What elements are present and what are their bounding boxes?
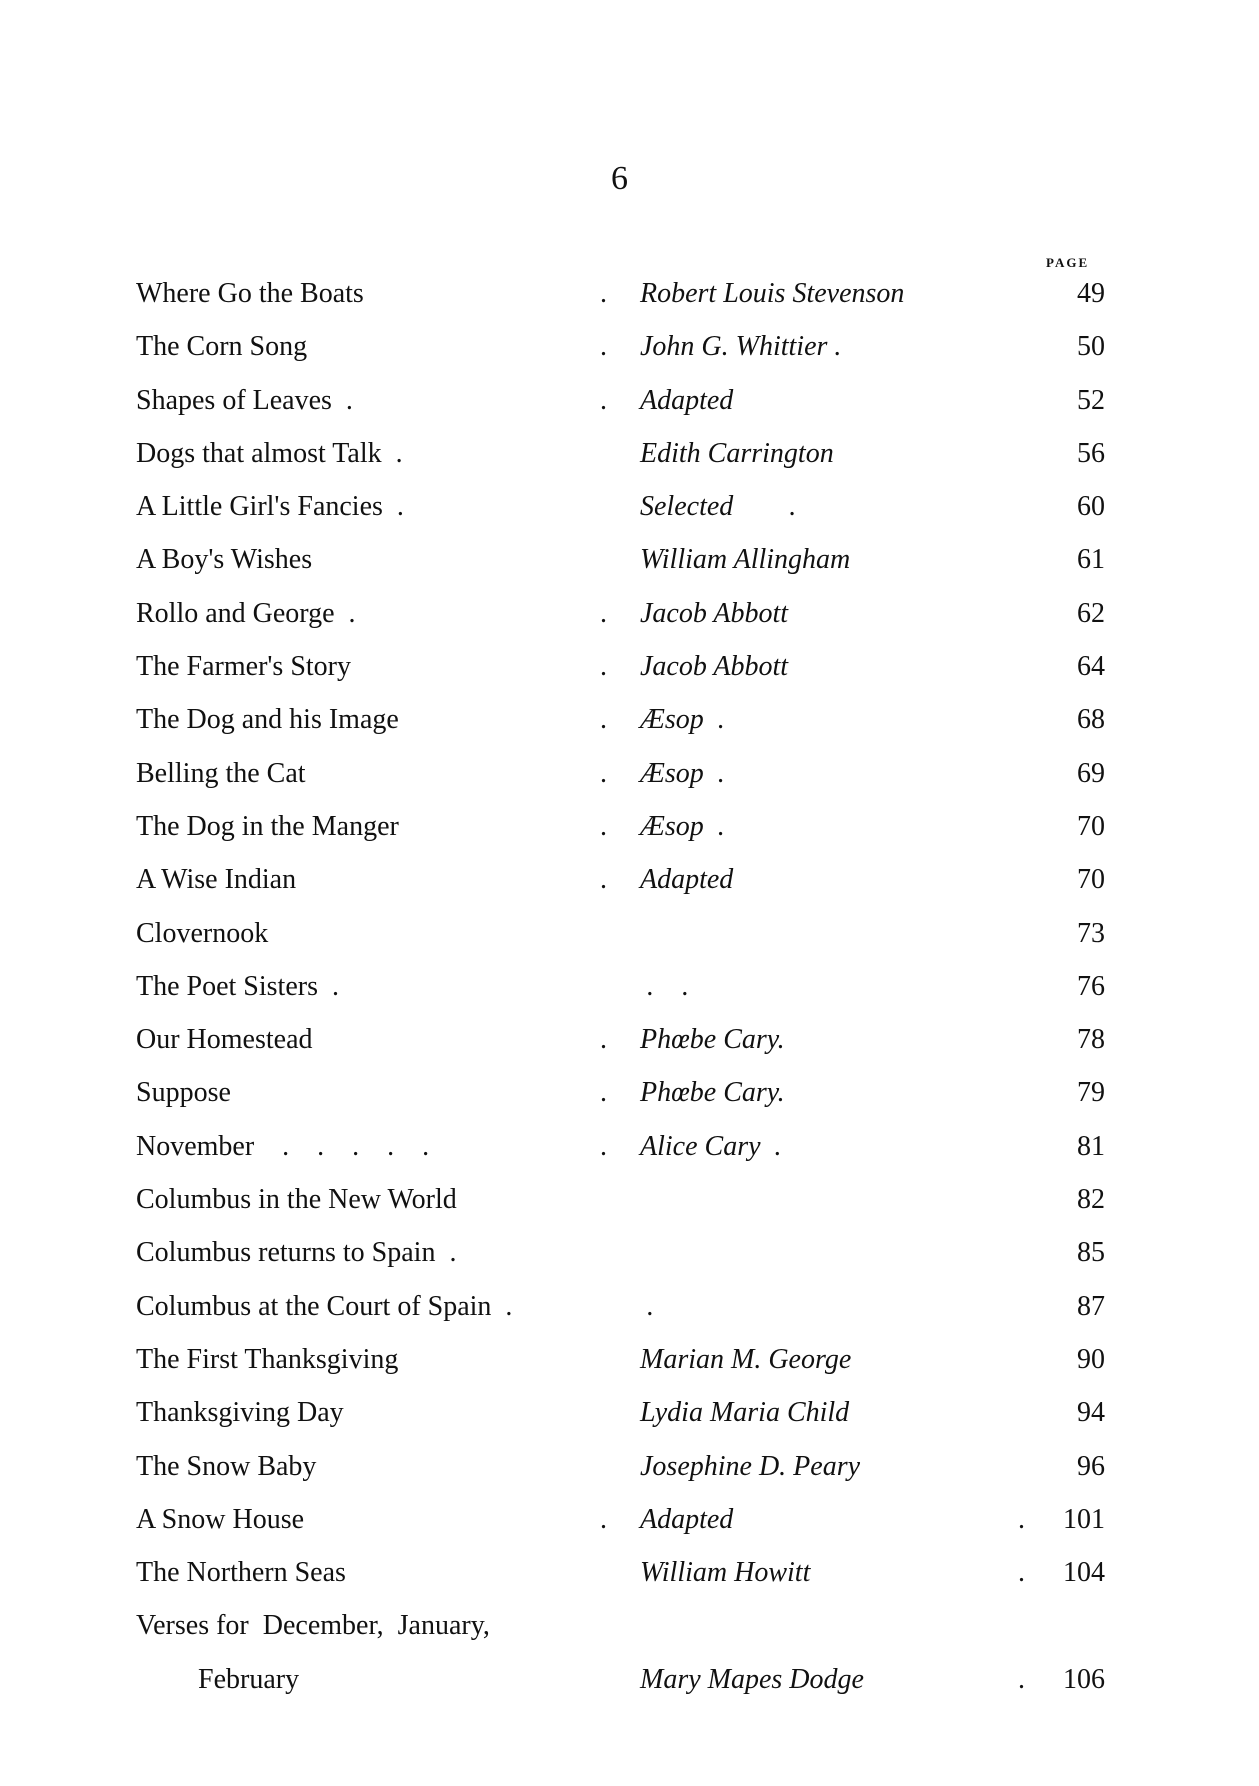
- entry-page-number: 64: [1077, 651, 1105, 683]
- entry-page-number: 61: [1077, 544, 1105, 576]
- entry-leader: .: [600, 810, 607, 842]
- entry-title: The Poet Sisters .: [136, 970, 339, 1002]
- entry-author: Æsop .: [640, 757, 725, 789]
- toc-entry: [0, 758, 1259, 811]
- entry-title: February: [198, 1663, 300, 1695]
- toc-entry: [0, 438, 1259, 491]
- entry-leader: .: [600, 1503, 607, 1535]
- toc-entry: [0, 1397, 1259, 1450]
- toc-entry: [0, 544, 1259, 597]
- toc-entry: [0, 1664, 1259, 1717]
- toc-entry: [0, 491, 1259, 544]
- entry-leader: .: [600, 864, 607, 896]
- entry-page-number: 56: [1077, 437, 1105, 469]
- entry-leader: .: [600, 1077, 607, 1109]
- entry-author: Edith Carrington: [640, 437, 834, 469]
- entry-title: Clovernook: [136, 917, 269, 949]
- toc-entry: [0, 1557, 1259, 1610]
- entry-title: Columbus returns to Spain .: [136, 1237, 457, 1269]
- entry-title: Rollo and George .: [136, 597, 356, 629]
- entry-page-number: 94: [1077, 1397, 1105, 1429]
- entry-page-number: 50: [1077, 331, 1105, 363]
- entry-author: Marian M. George: [640, 1343, 852, 1375]
- entry-page-number: 70: [1077, 864, 1105, 896]
- toc-entry: [0, 1077, 1259, 1130]
- toc-entry: [0, 1344, 1259, 1397]
- entry-author: Selected .: [640, 491, 797, 523]
- toc-entry: [0, 385, 1259, 438]
- entry-page-number: 81: [1077, 1130, 1105, 1162]
- entry-title: Thanksgiving Day: [136, 1397, 344, 1429]
- entry-leader: .: [600, 704, 607, 736]
- entry-leader: .: [600, 597, 607, 629]
- entry-page-number: 76: [1077, 970, 1105, 1002]
- toc-entry: [0, 864, 1259, 917]
- entry-author: . .: [640, 970, 689, 1002]
- entry-page-number: 69: [1077, 757, 1105, 789]
- toc-entry: [0, 1237, 1259, 1290]
- table-of-contents: [0, 278, 1259, 1717]
- entry-page-number: 68: [1077, 704, 1105, 736]
- toc-entry: [0, 1504, 1259, 1557]
- entry-author: William Allingham: [640, 544, 851, 576]
- entry-title: Suppose: [136, 1077, 231, 1109]
- toc-entry: [0, 278, 1259, 331]
- entry-leader: .: [600, 278, 607, 309]
- entry-author: Alice Cary .: [640, 1130, 782, 1162]
- entry-page-leader: .: [1018, 1557, 1025, 1589]
- entry-page-number: 60: [1077, 491, 1105, 523]
- entry-title: The Snow Baby: [136, 1450, 317, 1482]
- toc-entry: [0, 704, 1259, 757]
- entry-author: Adapted: [640, 864, 734, 896]
- entry-leader: .: [600, 757, 607, 789]
- toc-entry: [0, 1024, 1259, 1077]
- entry-page-number: 79: [1077, 1077, 1105, 1109]
- entry-page-number: 70: [1077, 810, 1105, 842]
- entry-title: Dogs that almost Talk .: [136, 437, 403, 469]
- entry-title: Shapes of Leaves .: [136, 384, 353, 416]
- entry-page-number: 87: [1077, 1290, 1105, 1322]
- entry-author: Æsop .: [640, 810, 725, 842]
- entry-author: Adapted: [640, 1503, 734, 1535]
- entry-author: Lydia Maria Child: [640, 1397, 850, 1429]
- entry-title: A Snow House: [136, 1503, 305, 1535]
- toc-entry: [0, 1184, 1259, 1237]
- entry-page-leader: .: [1018, 1503, 1025, 1535]
- entry-leader: .: [600, 331, 607, 363]
- entry-author: .: [640, 1290, 654, 1322]
- entry-page-number: 49: [1077, 278, 1105, 309]
- entry-author: Phœbe Cary.: [640, 1077, 785, 1109]
- entry-leader: .: [600, 1130, 607, 1162]
- entry-author: John G. Whittier .: [640, 331, 842, 363]
- entry-author: Jacob Abbott: [640, 597, 789, 629]
- toc-entry: [0, 598, 1259, 651]
- toc-entry: [0, 971, 1259, 1024]
- entry-title: A Wise Indian: [136, 864, 297, 896]
- entry-title: Columbus in the New World: [136, 1184, 457, 1216]
- entry-author: Adapted: [640, 384, 734, 416]
- page-number-text: 6: [611, 160, 628, 197]
- toc-entry: [0, 918, 1259, 971]
- entry-author: Phœbe Cary.: [640, 1024, 785, 1056]
- entry-title: A Boy's Wishes: [136, 544, 313, 576]
- entry-author: William Howitt: [640, 1557, 811, 1589]
- entry-title: November . . . . .: [136, 1130, 430, 1162]
- entry-title: The Farmer's Story: [136, 651, 352, 683]
- toc-entry: [0, 811, 1259, 864]
- entry-title: Columbus at the Court of Spain .: [136, 1290, 513, 1322]
- entry-author: Mary Mapes Dodge: [640, 1663, 864, 1695]
- entry-page-number: 52: [1077, 384, 1105, 416]
- entry-leader: .: [600, 384, 607, 416]
- toc-entry: [0, 1610, 1259, 1663]
- toc-entry: [0, 1291, 1259, 1344]
- toc-entry: [0, 651, 1259, 704]
- entry-page-number: 62: [1077, 597, 1105, 629]
- entry-title: A Little Girl's Fancies .: [136, 491, 404, 523]
- entry-page-number: 78: [1077, 1024, 1105, 1056]
- entry-title: The Dog in the Manger: [136, 810, 399, 842]
- page-column-heading: PAGE: [1046, 255, 1090, 270]
- entry-page-number: 82: [1077, 1184, 1105, 1216]
- entry-author: Æsop .: [640, 704, 725, 736]
- page-number: [0, 160, 1259, 198]
- entry-leader: .: [600, 651, 607, 683]
- entry-title: The Dog and his Image: [136, 704, 399, 736]
- entry-title: Belling the Cat: [136, 757, 306, 789]
- entry-title: The Corn Song: [136, 331, 308, 363]
- entry-leader: .: [600, 1024, 607, 1056]
- entry-title: Our Homestead: [136, 1024, 313, 1056]
- entry-page-number: 85: [1077, 1237, 1105, 1269]
- toc-entry: [0, 1131, 1259, 1184]
- entry-page-number: 104: [1063, 1557, 1105, 1589]
- entry-page-number: 90: [1077, 1343, 1105, 1375]
- entry-author: Jacob Abbott: [640, 651, 789, 683]
- toc-entry: [0, 1451, 1259, 1504]
- entry-page-number: 106: [1063, 1663, 1105, 1695]
- entry-page-number: 73: [1077, 917, 1105, 949]
- entry-author: Robert Louis Stevenson: [640, 278, 905, 309]
- entry-title: Verses for December, January,: [136, 1610, 490, 1642]
- toc-entry: [0, 331, 1259, 384]
- entry-title: The First Thanksgiving: [136, 1343, 399, 1375]
- entry-page-number: 101: [1063, 1503, 1105, 1535]
- entry-page-leader: .: [1018, 1663, 1025, 1695]
- entry-author: Josephine D. Peary: [640, 1450, 861, 1482]
- entry-page-number: 96: [1077, 1450, 1105, 1482]
- entry-title: Where Go the Boats: [136, 278, 364, 309]
- entry-title: The Northern Seas: [136, 1557, 346, 1589]
